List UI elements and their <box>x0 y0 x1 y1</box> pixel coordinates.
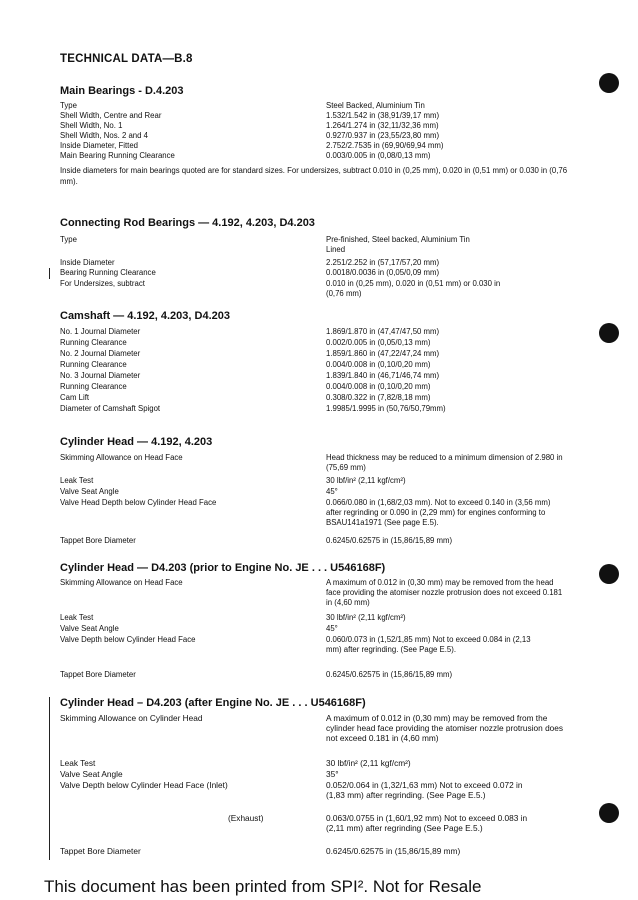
spec-value: 0.004/0.008 in (0,10/0,20 mm) <box>326 382 431 391</box>
spec-label: Skimming Allowance on Head Face <box>60 578 183 587</box>
binder-hole <box>599 323 619 343</box>
spec-label: Valve Seat Angle <box>60 769 123 779</box>
spec-value: 30 lbf/in² (2,11 kgf/cm²) <box>326 476 406 485</box>
revision-bar <box>49 697 50 860</box>
spec-value: 0.002/0.005 in (0,05/0,13 mm) <box>326 338 431 347</box>
spec-label: Valve Depth below Cylinder Head Face <box>60 635 196 644</box>
spec-row <box>60 758 580 769</box>
spec-row <box>60 453 580 472</box>
spec-label: Valve Seat Angle <box>60 487 119 496</box>
spec-value: 30 lbf/in² (2,11 kgf/cm²) <box>326 758 411 768</box>
spec-value: 1.9985/1.9995 in (50,76/50,79mm) <box>326 404 446 413</box>
section-title-connecting-rod: Connecting Rod Bearings — 4.192, 4.203, D4.203 <box>60 217 315 229</box>
spec-row <box>60 476 580 487</box>
spec-row <box>60 360 580 371</box>
spec-row <box>60 349 580 360</box>
spec-label: Leak Test <box>60 613 94 622</box>
spec-row <box>60 670 580 681</box>
spec-value: Steel Backed, Aluminium Tin <box>326 101 425 110</box>
spec-value: 2.752/2.7535 in (69,90/69,94 mm) <box>326 141 444 150</box>
spec-value: 0.052/0.064 in (1,32/1,63 mm) Not to exceed 0.072 in (1,83 mm) after regrinding. (See Page E.5.) <box>326 780 523 800</box>
spec-row <box>60 813 580 833</box>
spec-row <box>60 382 580 393</box>
spec-label: No. 1 Journal Diameter <box>60 327 141 336</box>
binder-hole <box>599 803 619 823</box>
binder-hole <box>599 564 619 584</box>
spec-row <box>60 279 580 298</box>
spec-row <box>60 769 580 780</box>
revision-bar <box>49 268 50 279</box>
page-title: TECHNICAL DATA—B.8 <box>60 53 193 65</box>
section-title-cylinder-head: Cylinder Head — 4.192, 4.203 <box>60 436 213 448</box>
spec-row <box>60 235 580 254</box>
spec-value: 0.003/0.005 in (0,08/0,13 mm) <box>326 151 431 160</box>
spec-label: Shell Width, Nos. 2 and 4 <box>60 131 148 140</box>
spec-row <box>60 635 580 654</box>
spec-value: 35° <box>326 769 339 779</box>
spec-label: Leak Test <box>60 476 94 485</box>
spec-row <box>60 487 580 498</box>
spec-label: Valve Depth below Cylinder Head Face (Inlet) <box>60 780 228 790</box>
spec-value: 1.859/1.860 in (47,22/47,24 mm) <box>326 349 440 358</box>
spec-row <box>60 371 580 382</box>
spec-value: 45° <box>326 624 338 633</box>
spec-value: 1.264/1.274 in (32,11/32,36 mm) <box>326 121 439 130</box>
spec-row <box>60 327 580 338</box>
spec-row <box>60 536 580 547</box>
spec-row <box>60 578 580 607</box>
spec-value: 0.6245/0.62575 in (15,86/15,89 mm) <box>326 536 453 545</box>
spec-row <box>60 338 580 349</box>
binder-hole <box>599 73 619 93</box>
spec-value: 0.004/0.008 in (0,10/0,20 mm) <box>326 360 431 369</box>
spec-row <box>60 713 580 743</box>
section-title-main-bearings: Main Bearings - D.4.203 <box>60 85 184 97</box>
spec-value: 0.6245/0.62575 in (15,86/15,89 mm) <box>326 846 461 856</box>
spec-label: Shell Width, No. 1 <box>60 121 123 130</box>
spec-label: Cam Lift <box>60 393 90 402</box>
spec-row <box>60 846 580 857</box>
spec-value: 0.0018/0.0036 in (0,05/0,09 mm) <box>326 268 440 277</box>
spec-label: Type <box>60 235 77 244</box>
spec-row <box>60 624 580 635</box>
spec-value: 0.063/0.0755 in (1,60/1,92 mm) Not to exceed 0.083 in (2,11 mm) after regrinding (See Page E.5.) <box>326 813 528 833</box>
spec-row <box>60 613 580 624</box>
spec-label: Tappet Bore Diameter <box>60 536 136 545</box>
spec-label: No. 3 Journal Diameter <box>60 371 141 380</box>
spec-value: 0.308/0.322 in (7,82/8,18 mm) <box>326 393 431 402</box>
spec-label: Running Clearance <box>60 338 127 347</box>
spec-value: 0.060/0.073 in (1,52/1,85 mm) Not to exceed 0.084 in (2,13 mm) after regrinding. (See Page E.5). <box>326 635 531 654</box>
section-title-cylinder-head-d4203-after: Cylinder Head – D4.203 (after Engine No. JE . . . U546168F) <box>60 697 366 709</box>
spec-label: Tappet Bore Diameter <box>60 670 136 679</box>
spec-row <box>60 268 580 279</box>
spec-value: 0.927/0.937 in (23,55/23,80 mm) <box>326 131 440 140</box>
spec-label: Running Clearance <box>60 360 127 369</box>
spec-label: Leak Test <box>60 758 96 768</box>
spec-label: Main Bearing Running Clearance <box>60 151 175 160</box>
footer-disclaimer: This document has been printed from SPI². Not for Resale <box>44 877 482 896</box>
spec-label: Bearing Running Clearance <box>60 268 156 277</box>
spec-value: 1.532/1.542 in (38,91/39,17 mm) <box>326 111 440 120</box>
spec-label: Skimming Allowance on Cylinder Head <box>60 713 203 723</box>
section-title-cylinder-head-d4203-prior: Cylinder Head — D4.203 (prior to Engine No. JE . . . U546168F) <box>60 562 386 574</box>
spec-row <box>60 780 580 800</box>
spec-value: A maximum of 0.012 in (0,30 mm) may be removed from the head face providing the atomiser nozzle protrusion does not exceed 0.181 in (4,60 mm) <box>326 578 563 607</box>
spec-label: Skimming Allowance on Head Face <box>60 453 183 462</box>
spec-value: 0.6245/0.62575 in (15,86/15,89 mm) <box>326 670 453 679</box>
spec-value: 30 lbf/in² (2,11 kgf/cm²) <box>326 613 406 622</box>
spec-value: 45° <box>326 487 338 496</box>
spec-row <box>60 404 580 415</box>
spec-value: 1.869/1.870 in (47,47/47,50 mm) <box>326 327 440 336</box>
spec-label: Tappet Bore Diameter <box>60 846 141 856</box>
section-note: Inside diameters for main bearings quoted are for standard sizes. For undersizes, subtract 0.010 in (0,25 mm), 0.020 in (0,51 mm) or 0.030 in (0,76 mm). <box>60 166 568 186</box>
spec-label: (Exhaust) <box>228 813 264 823</box>
spec-label: Diameter of Camshaft Spigot <box>60 404 161 413</box>
spec-label: For Undersizes, subtract <box>60 279 145 288</box>
section-title-camshaft: Camshaft — 4.192, 4.203, D4.203 <box>60 310 230 322</box>
spec-label: Shell Width, Centre and Rear <box>60 111 162 120</box>
spec-label: Running Clearance <box>60 382 127 391</box>
spec-label: Inside Diameter <box>60 258 115 267</box>
spec-value: 0.010 in (0,25 mm), 0.020 in (0,51 mm) or 0.030 in (0,76 mm) <box>326 279 501 298</box>
spec-label: Type <box>60 101 77 110</box>
spec-value: A maximum of 0.012 in (0,30 mm) may be removed from the cylinder head face providing the atomiser nozzle protrusion does not exceed 0.181 in (4,60 mm) <box>326 713 564 743</box>
spec-value: 0.066/0.080 in (1,68/2,03 mm). Not to exceed 0.140 in (3,56 mm) after regrinding or 0.090 in (2,29 mm) for engines conforming to BSAU141a1971 (See page E.5). <box>326 498 551 527</box>
spec-value: 1.839/1.840 in (46,71/46,74 mm) <box>326 371 440 380</box>
spec-value: Pre-finished, Steel backed, Aluminium Tin Lined <box>326 235 470 254</box>
spec-label: Inside Diameter, Fitted <box>60 141 139 150</box>
spec-row <box>60 393 580 404</box>
spec-label: Valve Seat Angle <box>60 624 119 633</box>
spec-value: 2.251/2.252 in (57,17/57,20 mm) <box>326 258 440 267</box>
spec-row <box>60 151 580 162</box>
spec-row <box>60 498 580 527</box>
spec-label: No. 2 Journal Diameter <box>60 349 141 358</box>
spec-value: Head thickness may be reduced to a minimum dimension of 2.980 in (75,69 mm) <box>326 453 563 472</box>
spec-label: Valve Head Depth below Cylinder Head Face <box>60 498 217 507</box>
